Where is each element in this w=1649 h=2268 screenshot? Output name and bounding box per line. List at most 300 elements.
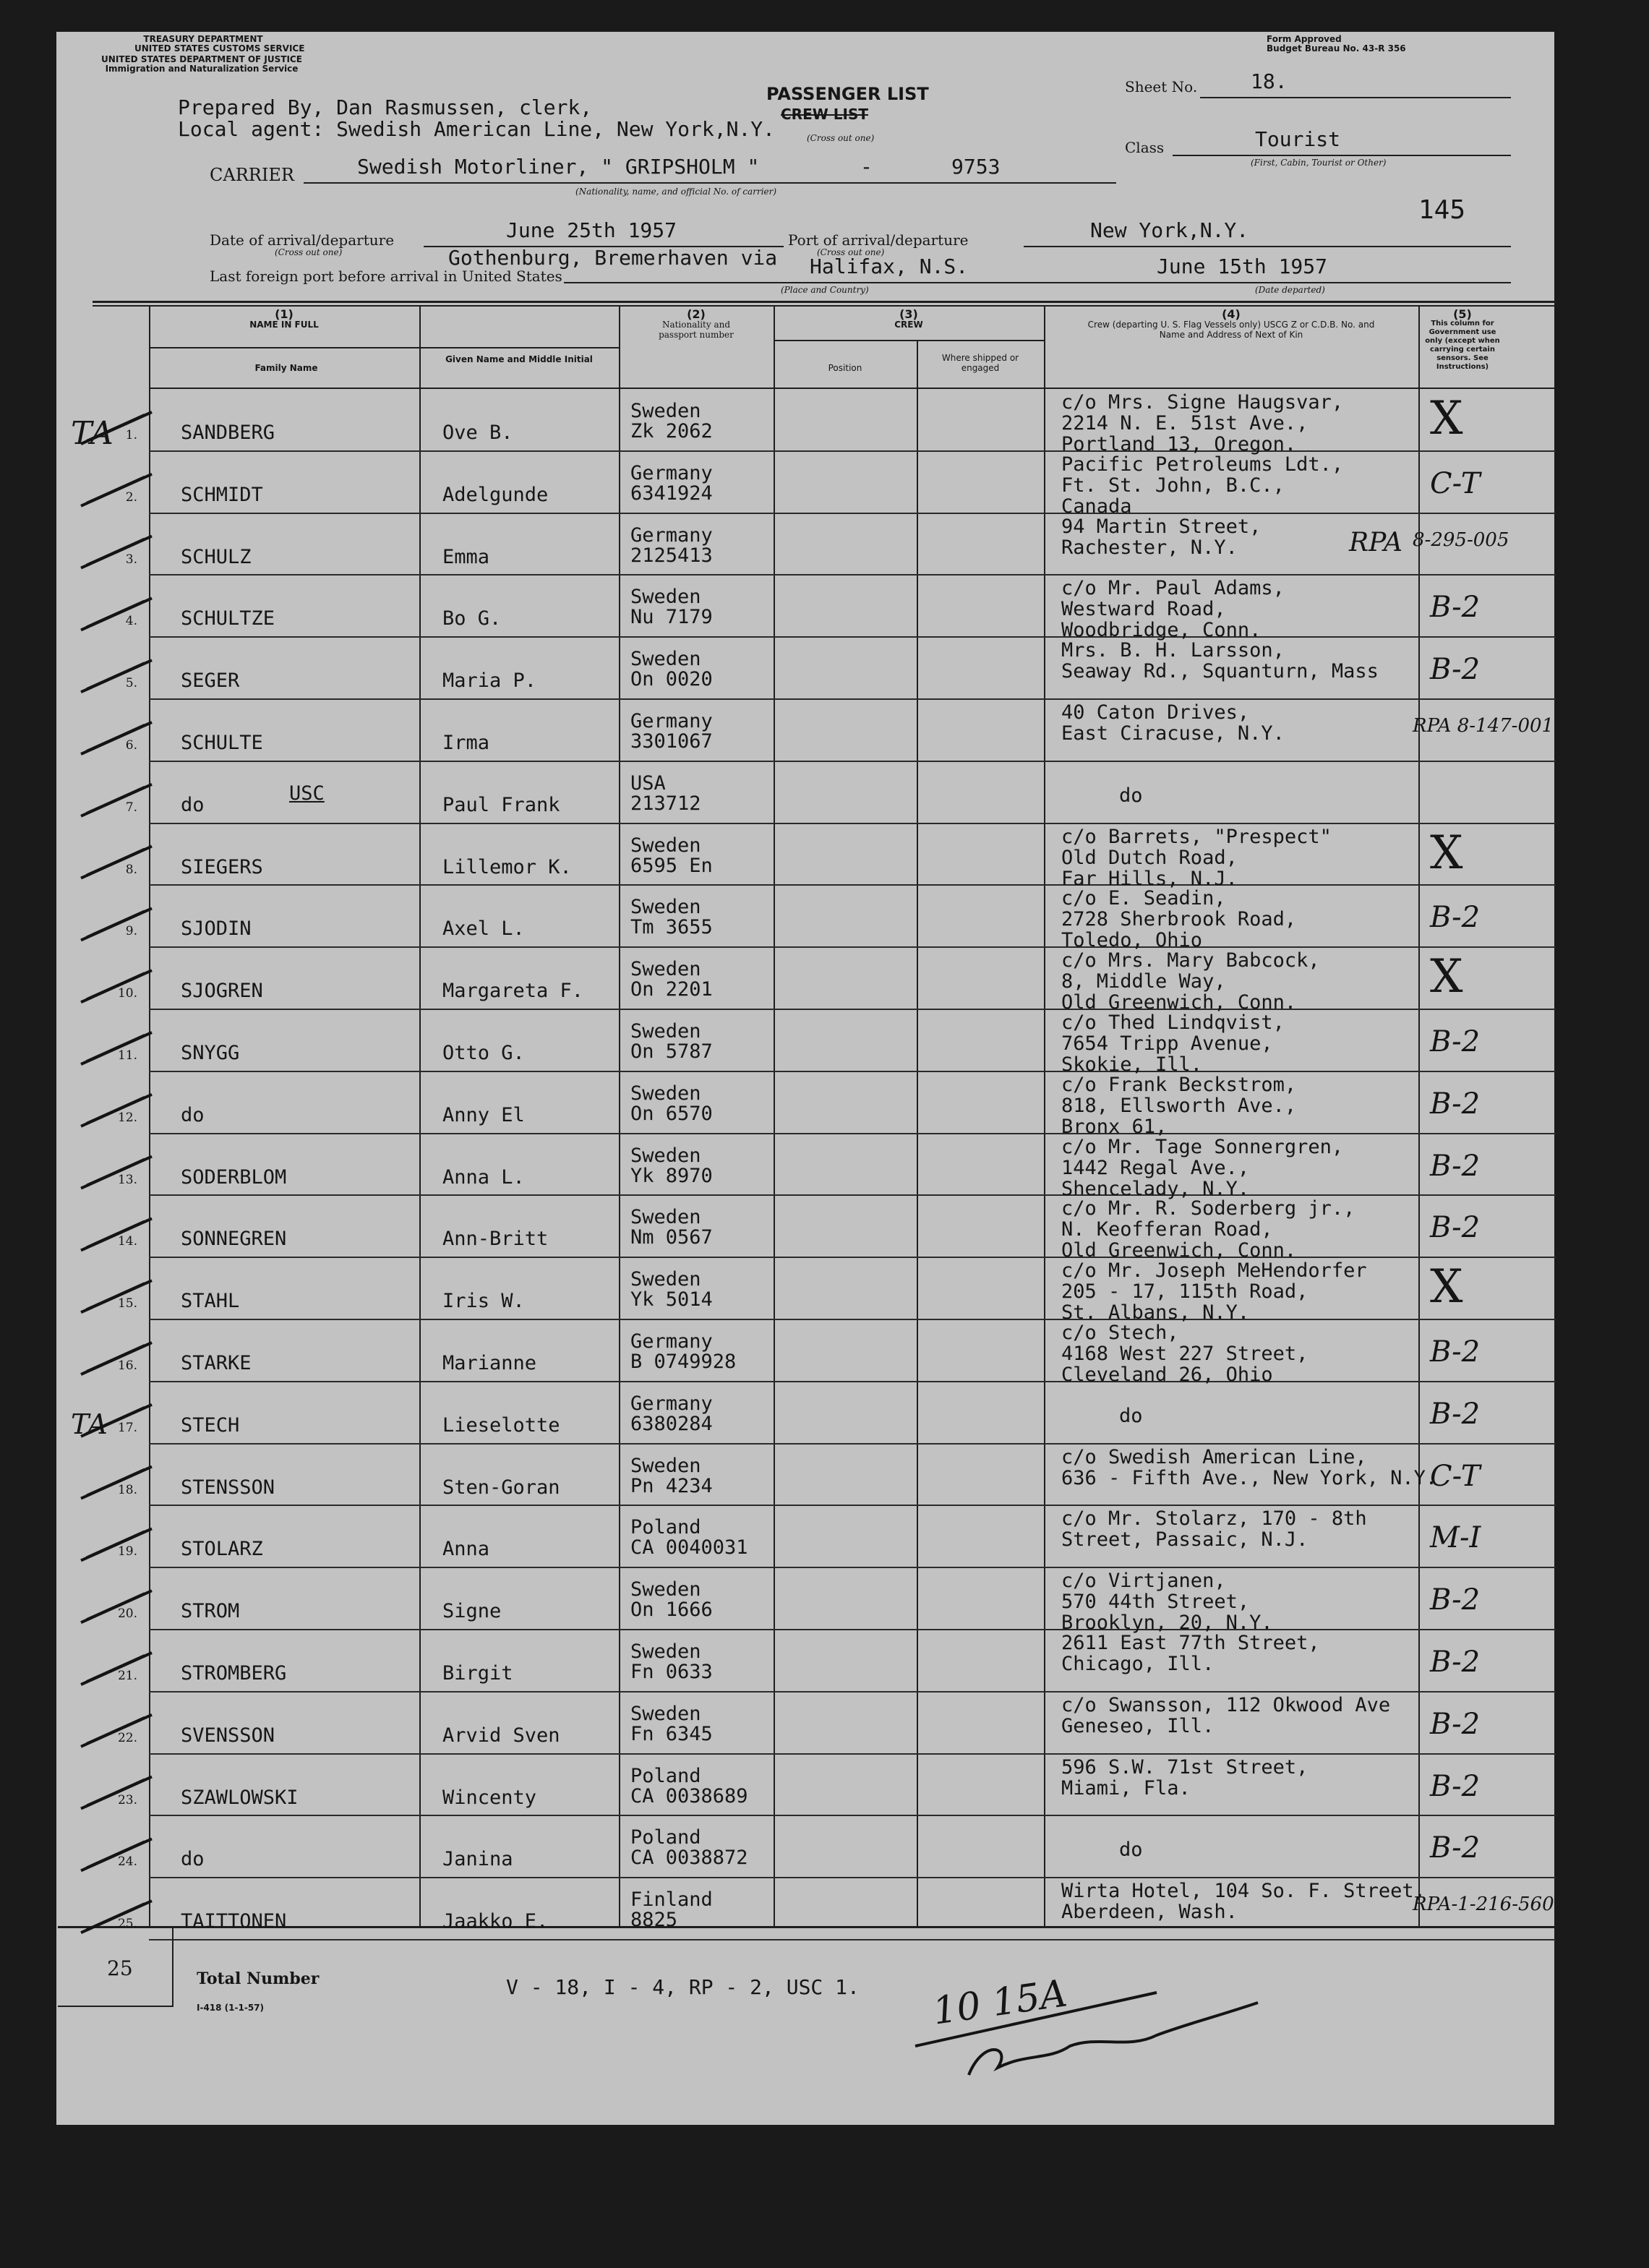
- family-name: do: [181, 1104, 205, 1126]
- title-crew-list: CREW LIST: [781, 106, 868, 123]
- col3-header: [774, 309, 1044, 330]
- department-lines-2: [90, 55, 314, 74]
- nationality: Poland: [630, 1826, 701, 1849]
- government-use-mark: B-2: [1430, 1708, 1481, 1741]
- government-use-mark: B-2: [1430, 1398, 1481, 1431]
- row-number: 4.: [125, 614, 137, 628]
- government-use-mark: B-2: [1430, 1211, 1481, 1244]
- place-country-note: (Place and Country): [781, 285, 869, 295]
- government-use-mark: B-2: [1430, 1150, 1481, 1183]
- address-line: Toledo, Ohio: [1061, 929, 1203, 951]
- government-use-mark: C-T: [1430, 1460, 1481, 1493]
- nationality: Poland: [630, 1765, 701, 1787]
- address-line: Shencelady, N.Y.: [1061, 1178, 1250, 1200]
- row-divider: [149, 1257, 1556, 1258]
- given-name: Marianne: [442, 1352, 537, 1374]
- passport-number: Yk 5014: [630, 1288, 713, 1311]
- nationality: Sweden: [630, 586, 701, 608]
- government-use-mark: B-2: [1430, 1831, 1481, 1865]
- row-divider: [149, 1009, 1556, 1010]
- address-line: 2214 N. E. 51st Ave.,: [1061, 412, 1309, 435]
- nationality: Sweden: [630, 648, 701, 670]
- address-line: Cleveland 26, Ohio: [1061, 1364, 1273, 1386]
- address-line: Old Greenwich, Conn.: [1061, 991, 1297, 1014]
- family-name: SJODIN: [181, 917, 252, 940]
- government-use-mark: 8-295-005: [1413, 529, 1509, 551]
- passport-number: 3301067: [630, 730, 713, 753]
- passport-number: Pn 4234: [630, 1475, 713, 1497]
- address-line: 2728 Sherbrook Road,: [1061, 908, 1297, 930]
- nationality: Sweden: [630, 1020, 701, 1043]
- row-divider: [149, 1443, 1556, 1445]
- nationality: Germany: [630, 524, 713, 547]
- family-name: STENSSON: [181, 1476, 275, 1499]
- given-name: Margareta F.: [442, 980, 584, 1002]
- family-name: SCHULTZE: [181, 607, 275, 630]
- passenger-list-sheet: [56, 32, 1554, 2125]
- passport-number: 8825: [630, 1909, 678, 1931]
- margin-note-ta: TA: [71, 415, 113, 452]
- passport-number: Fn 6345: [630, 1723, 713, 1745]
- row-divider: [149, 450, 1556, 452]
- address-line: Portland 13, Oregon.: [1061, 433, 1297, 455]
- address-line: 636 - Fifth Ave., New York, N.Y.: [1061, 1467, 1438, 1489]
- row-divider: [149, 1939, 1556, 1940]
- col1-family-header: Family Name: [254, 363, 318, 373]
- arrival-date: June 25th 1957: [506, 218, 677, 242]
- nationality: Sweden: [630, 1578, 701, 1601]
- row-divider: [149, 1815, 1556, 1816]
- address-line: c/o Swedish American Line,: [1061, 1446, 1367, 1468]
- government-use-mark: B-2: [1430, 1335, 1481, 1369]
- government-use-mark: B-2: [1430, 1583, 1481, 1617]
- title-cross-note: (Cross out one): [807, 133, 875, 143]
- address-line: Aberdeen, Wash.: [1061, 1901, 1238, 1923]
- government-use-mark: X: [1430, 1260, 1463, 1314]
- address-line: Rachester, N.Y.: [1061, 536, 1238, 559]
- given-name: Anna: [442, 1538, 490, 1560]
- row-divider: [149, 1567, 1556, 1568]
- given-name: Anny El: [442, 1104, 525, 1126]
- class-label: Class: [1125, 139, 1165, 156]
- family-name: do: [181, 1848, 205, 1870]
- row-number: 22.: [117, 1731, 137, 1745]
- nationality: Sweden: [630, 1455, 701, 1477]
- family-name: STAHL: [181, 1290, 240, 1312]
- family-name: SEGER: [181, 669, 240, 692]
- family-name: STROM: [181, 1600, 240, 1622]
- port-value: New York,N.Y.: [1090, 218, 1249, 242]
- given-name: Wincenty: [442, 1786, 537, 1809]
- date-departed-note: (Date departed): [1255, 285, 1325, 295]
- nationality: Sweden: [630, 834, 701, 857]
- row-number: 17.: [117, 1421, 137, 1435]
- row-number: 23.: [117, 1793, 137, 1807]
- row-number: 16.: [117, 1358, 137, 1373]
- address-line: 7654 Tripp Avenue,: [1061, 1032, 1273, 1055]
- address-line: Bronx 61,: [1061, 1116, 1168, 1138]
- address-line: Canada: [1061, 495, 1132, 518]
- last-port-label: Last foreign port before arrival in United States: [210, 268, 562, 285]
- address-line: Far Hills, N.J.: [1061, 868, 1238, 890]
- dept-line: UNITED STATES DEPARTMENT OF JUSTICE: [101, 54, 302, 64]
- address-line: c/o Mr. Joseph MeHendorfer: [1061, 1259, 1367, 1282]
- given-name: Sten-Goran: [442, 1476, 560, 1499]
- family-name: SZAWLOWSKI: [181, 1786, 299, 1809]
- summary-line: V - 18, I - 4, RP - 2, USC 1.: [506, 1975, 860, 1999]
- given-name: Jaakko E.: [442, 1910, 549, 1933]
- col2-header: [622, 309, 771, 340]
- family-name: STROMBERG: [181, 1662, 287, 1685]
- address-line: Pacific Petroleums Ldt.,: [1061, 453, 1344, 476]
- carrier-number: 9753: [951, 155, 1001, 179]
- port-label: Port of arrival/departure: [788, 231, 969, 249]
- col1-number: (1): [275, 307, 294, 321]
- government-use-mark: X: [1430, 392, 1463, 445]
- row-divider: [149, 1194, 1556, 1196]
- local-agent: Local agent: Swedish American Line, New York,N.Y.: [178, 117, 776, 141]
- family-name: do: [181, 794, 205, 816]
- given-name: Bo G.: [442, 607, 502, 630]
- government-use-mark: B-2: [1430, 1770, 1481, 1803]
- address-line: do: [1119, 1405, 1143, 1427]
- address-line: c/o Barrets, "Prespect": [1061, 826, 1332, 848]
- row-divider: [149, 946, 1556, 948]
- row-number: 9.: [125, 924, 137, 938]
- nationality: Sweden: [630, 1640, 701, 1663]
- col3-title: CREW: [894, 320, 923, 330]
- nationality: Sweden: [630, 400, 701, 422]
- given-name: Lillemor K.: [442, 856, 572, 878]
- passport-number: On 0020: [630, 668, 713, 690]
- address-line: Street, Passaic, N.J.: [1061, 1528, 1309, 1551]
- address-line: Wirta Hotel, 104 So. F. Street,: [1061, 1880, 1426, 1902]
- form-number: I-418 (1-1-57): [197, 2003, 264, 2013]
- nationality: Finland: [630, 1888, 713, 1911]
- form-approved: [1267, 35, 1406, 54]
- dept-line: Immigration and Naturalization Service: [105, 64, 299, 74]
- row-divider: [149, 1319, 1556, 1320]
- row-number: 5.: [125, 676, 137, 690]
- address-line: c/o Thed Lindqvist,: [1061, 1011, 1285, 1034]
- government-use-mark: RPA 8-147-001: [1413, 715, 1554, 737]
- address-line: 8, Middle Way,: [1061, 970, 1226, 993]
- row-number: 3.: [125, 552, 137, 567]
- passport-number: 6595 En: [630, 855, 713, 877]
- government-use-mark: B-2: [1430, 901, 1481, 934]
- family-name: TAITTONEN: [181, 1910, 287, 1933]
- nationality: Sweden: [630, 1144, 701, 1167]
- given-name: Emma: [442, 546, 490, 568]
- family-name: SIEGERS: [181, 856, 263, 878]
- address-line: c/o E. Seadin,: [1061, 887, 1226, 910]
- row-divider: [149, 1381, 1556, 1382]
- address-line: 2611 East 77th Street,: [1061, 1632, 1320, 1654]
- nationality: Sweden: [630, 1703, 701, 1725]
- given-name: Arvid Sven: [442, 1724, 560, 1747]
- address-line: Mrs. B. H. Larsson,: [1061, 639, 1285, 662]
- government-use-mark: B-2: [1430, 1025, 1481, 1058]
- passport-number: On 5787: [630, 1040, 713, 1063]
- passport-number: 2125413: [630, 544, 713, 567]
- nationality: Germany: [630, 462, 713, 484]
- row-divider: [149, 884, 1556, 886]
- passport-number: CA 0040031: [630, 1536, 748, 1559]
- family-name: STECH: [181, 1414, 240, 1437]
- row-number: 13.: [117, 1173, 137, 1187]
- last-port-value1: Gothenburg, Bremerhaven via: [448, 246, 778, 270]
- passport-number: CA 0038872: [630, 1847, 748, 1869]
- government-use-mark: B-2: [1430, 591, 1481, 624]
- arrival-date-label: Date of arrival/departure: [210, 231, 395, 249]
- government-use-mark: X: [1430, 826, 1463, 880]
- col3-shipped-header: Where shipped or engaged: [941, 353, 1019, 373]
- nationality: Sweden: [630, 1268, 701, 1291]
- dept-line: TREASURY DEPARTMENT: [143, 34, 263, 44]
- address-line: Ft. St. John, B.C.,: [1061, 474, 1285, 497]
- address-line: c/o Mrs. Mary Babcock,: [1061, 949, 1320, 972]
- given-name: Anna L.: [442, 1166, 525, 1189]
- address-line: N. Keofferan Road,: [1061, 1218, 1273, 1241]
- col3-number: (3): [899, 307, 918, 321]
- handwritten-note: 10 15A: [930, 1972, 1070, 2034]
- passport-number: On 2201: [630, 978, 713, 1001]
- given-name: Irma: [442, 732, 490, 754]
- margin-note-rpa: RPA: [1349, 528, 1403, 557]
- class-value: Tourist: [1255, 127, 1341, 151]
- address-line: c/o Virtjanen,: [1061, 1570, 1226, 1592]
- row-number: 11.: [117, 1048, 137, 1063]
- passport-number: Nm 0567: [630, 1226, 713, 1249]
- col5-header: [1420, 309, 1505, 386]
- government-use-mark: M-I: [1430, 1521, 1481, 1554]
- department-lines: [134, 34, 305, 54]
- nationality: Poland: [630, 1516, 701, 1539]
- row-divider: [149, 636, 1556, 638]
- sheet-label: Sheet No.: [1125, 78, 1198, 95]
- nationality: Sweden: [630, 1082, 701, 1105]
- passport-number: 6380284: [630, 1413, 713, 1435]
- address-line: Old Dutch Road,: [1061, 847, 1238, 869]
- row-number: 18.: [117, 1483, 137, 1497]
- address-line: St. Albans, N.Y.: [1061, 1301, 1250, 1324]
- row-number: 12.: [117, 1111, 137, 1125]
- port-cross-note: (Cross out one): [817, 247, 885, 257]
- total-number-value: 25: [107, 1956, 133, 1980]
- address-line: 94 Martin Street,: [1061, 515, 1262, 538]
- given-name: Signe: [442, 1600, 502, 1622]
- usc-note: USC: [289, 782, 325, 805]
- row-divider: [149, 1753, 1556, 1755]
- government-use-mark: X: [1430, 950, 1463, 1004]
- family-name: SODERBLOM: [181, 1166, 287, 1189]
- given-name: Ove B.: [442, 421, 513, 444]
- carrier-dash: -: [860, 155, 873, 179]
- col4-title: Crew (departing U. S. Flag Vessels only) USCG Z or C.D.B. No. and Name and Address of Next of Kin: [1087, 320, 1375, 340]
- page-number: 145: [1418, 195, 1466, 225]
- address-line: 818, Ellsworth Ave.,: [1061, 1095, 1297, 1117]
- arrival-cross-note: (Cross out one): [275, 247, 343, 257]
- address-line: Chicago, Ill.: [1061, 1653, 1215, 1675]
- passport-number: 213712: [630, 792, 701, 815]
- address-line: c/o Mr. Tage Sonnergren,: [1061, 1136, 1344, 1158]
- address-line: Geneseo, Ill.: [1061, 1715, 1215, 1737]
- address-line: c/o Mrs. Signe Haugsvar,: [1061, 391, 1344, 414]
- row-divider: [149, 1133, 1556, 1134]
- address-line: Old Greenwich, Conn.: [1061, 1239, 1297, 1262]
- given-name: Janina: [442, 1848, 513, 1870]
- government-use-mark: B-2: [1430, 1087, 1481, 1121]
- nationality: Sweden: [630, 1206, 701, 1228]
- given-name: Maria P.: [442, 669, 537, 692]
- col2-title: Nationality and passport number: [659, 320, 734, 340]
- given-name: Ann-Britt: [442, 1228, 549, 1250]
- address-line: Westward Road,: [1061, 598, 1226, 620]
- col5-number: (5): [1453, 309, 1472, 321]
- passport-number: Tm 3655: [630, 916, 713, 938]
- address-line: do: [1119, 784, 1143, 807]
- class-note: (First, Cabin, Tourist or Other): [1251, 158, 1387, 168]
- passport-number: Fn 0633: [630, 1661, 713, 1683]
- nationality: Germany: [630, 710, 713, 732]
- row-number: 21.: [117, 1669, 137, 1683]
- nationality: Germany: [630, 1392, 713, 1415]
- row-number: 15.: [117, 1296, 137, 1311]
- given-name: Lieselotte: [442, 1414, 560, 1437]
- address-line: c/o Stech,: [1061, 1322, 1179, 1344]
- given-name: Birgit: [442, 1662, 513, 1685]
- prepared-by: Prepared By, Dan Rasmussen, clerk,: [178, 95, 593, 119]
- address-line: c/o Mr. Paul Adams,: [1061, 577, 1285, 599]
- title-passenger-list: PASSENGER LIST: [766, 84, 929, 104]
- row-divider: [149, 513, 1556, 514]
- col4-header: [1048, 309, 1414, 340]
- total-number-label: Total Number: [197, 1969, 320, 1988]
- row-divider: [149, 698, 1556, 700]
- family-name: SNYGG: [181, 1042, 240, 1064]
- carrier-value: Swedish Motorliner, " GRIPSHOLM ": [357, 155, 760, 179]
- government-use-mark: B-2: [1430, 1646, 1481, 1679]
- address-line: c/o Frank Beckstrom,: [1061, 1074, 1297, 1096]
- address-line: c/o Mr. Stolarz, 170 - 8th: [1061, 1507, 1367, 1530]
- family-name: STOLARZ: [181, 1538, 263, 1560]
- row-number: 19.: [117, 1544, 137, 1559]
- date-departed: June 15th 1957: [1157, 254, 1328, 278]
- address-line: Seaway Rd., Squanturn, Mass: [1061, 660, 1379, 682]
- row-divider: [149, 1629, 1556, 1630]
- family-name: SCHMIDT: [181, 484, 263, 506]
- given-name: Axel L.: [442, 917, 525, 940]
- address-line: do: [1119, 1839, 1143, 1861]
- address-line: Miami, Fla.: [1061, 1777, 1191, 1800]
- address-line: 40 Caton Drives,: [1061, 701, 1250, 724]
- row-number: 1.: [125, 428, 137, 442]
- government-use-mark: C-T: [1430, 467, 1481, 500]
- row-number: 8.: [125, 863, 137, 877]
- row-number: 7.: [125, 800, 137, 815]
- nationality: Sweden: [630, 896, 701, 918]
- row-divider: [149, 761, 1556, 762]
- sheet-number: 18.: [1251, 69, 1288, 93]
- col3-position-header: Position: [828, 363, 862, 373]
- col1-title: NAME IN FULL: [249, 320, 319, 330]
- last-port-value2: Halifax, N.S.: [810, 254, 969, 278]
- passport-number: CA 0038689: [630, 1785, 748, 1807]
- nationality: Germany: [630, 1330, 713, 1353]
- passport-number: Yk 8970: [630, 1165, 713, 1187]
- dept-line: UNITED STATES CUSTOMS SERVICE: [134, 43, 305, 54]
- row-divider: [149, 1505, 1556, 1506]
- given-name: Iris W.: [442, 1290, 525, 1312]
- col5-title: This column for Government use only (except when carrying certain sensors. See Instructions): [1425, 320, 1500, 371]
- row-divider: [149, 1691, 1556, 1693]
- carrier-label: CARRIER: [210, 165, 294, 185]
- passport-number: B 0749928: [630, 1351, 737, 1373]
- address-line: East Ciracuse, N.Y.: [1061, 722, 1285, 745]
- passport-number: Zk 2062: [630, 420, 713, 442]
- family-name: SONNEGREN: [181, 1228, 287, 1250]
- row-divider: [149, 823, 1556, 824]
- address-line: c/o Mr. R. Soderberg jr.,: [1061, 1197, 1355, 1220]
- government-use-mark: B-2: [1430, 653, 1481, 686]
- margin-note-ta-2: TA: [71, 1408, 108, 1440]
- budget-bureau-text: Budget Bureau No. 43-R 356: [1267, 43, 1406, 54]
- row-number: 2.: [125, 490, 137, 505]
- passport-number: On 1666: [630, 1599, 713, 1621]
- address-line: 596 S.W. 71st Street,: [1061, 1756, 1309, 1779]
- given-name: Adelgunde: [442, 484, 549, 506]
- given-name: Otto G.: [442, 1042, 525, 1064]
- row-number: 6.: [125, 738, 137, 753]
- col4-number: (4): [1222, 307, 1241, 321]
- carrier-note: (Nationality, name, and official No. of carrier): [575, 187, 777, 197]
- address-line: Skokie, Ill.: [1061, 1053, 1203, 1076]
- row-number: 24.: [117, 1854, 137, 1869]
- nationality: Sweden: [630, 958, 701, 980]
- row-number: 25.: [117, 1917, 137, 1931]
- col1-header: [149, 309, 419, 330]
- family-name: SVENSSON: [181, 1724, 275, 1747]
- address-line: c/o Swansson, 112 Okwood Ave: [1061, 1694, 1391, 1716]
- row-divider: [149, 1071, 1556, 1072]
- row-divider: [149, 574, 1556, 575]
- address-line: 570 44th Street,: [1061, 1591, 1250, 1613]
- passport-number: On 6570: [630, 1103, 713, 1125]
- address-line: Brooklyn, 20, N.Y.: [1061, 1612, 1273, 1634]
- row-number: 10.: [117, 986, 137, 1001]
- family-name: SCHULTE: [181, 732, 263, 754]
- nationality: USA: [630, 772, 666, 795]
- form-approved-text: Form Approved: [1267, 34, 1342, 44]
- passport-number: 6341924: [630, 482, 713, 505]
- given-name: Paul Frank: [442, 794, 560, 816]
- address-line: 1442 Regal Ave.,: [1061, 1157, 1250, 1179]
- row-number: 20.: [117, 1606, 137, 1621]
- family-name: SCHULZ: [181, 546, 252, 568]
- row-number: 14.: [117, 1234, 137, 1249]
- passport-number: Nu 7179: [630, 606, 713, 628]
- address-line: 4168 West 227 Street,: [1061, 1343, 1309, 1365]
- family-name: SANDBERG: [181, 421, 275, 444]
- government-use-mark: RPA-1-216-560: [1413, 1893, 1554, 1915]
- row-divider: [149, 1877, 1556, 1878]
- address-line: Woodbridge, Conn.: [1061, 619, 1262, 641]
- col1-given-header: Given Name and Middle Initial: [445, 354, 593, 364]
- family-name: SJOGREN: [181, 980, 263, 1002]
- col2-number: (2): [687, 307, 706, 321]
- family-name: STARKE: [181, 1352, 252, 1374]
- address-line: 205 - 17, 115th Road,: [1061, 1280, 1309, 1303]
